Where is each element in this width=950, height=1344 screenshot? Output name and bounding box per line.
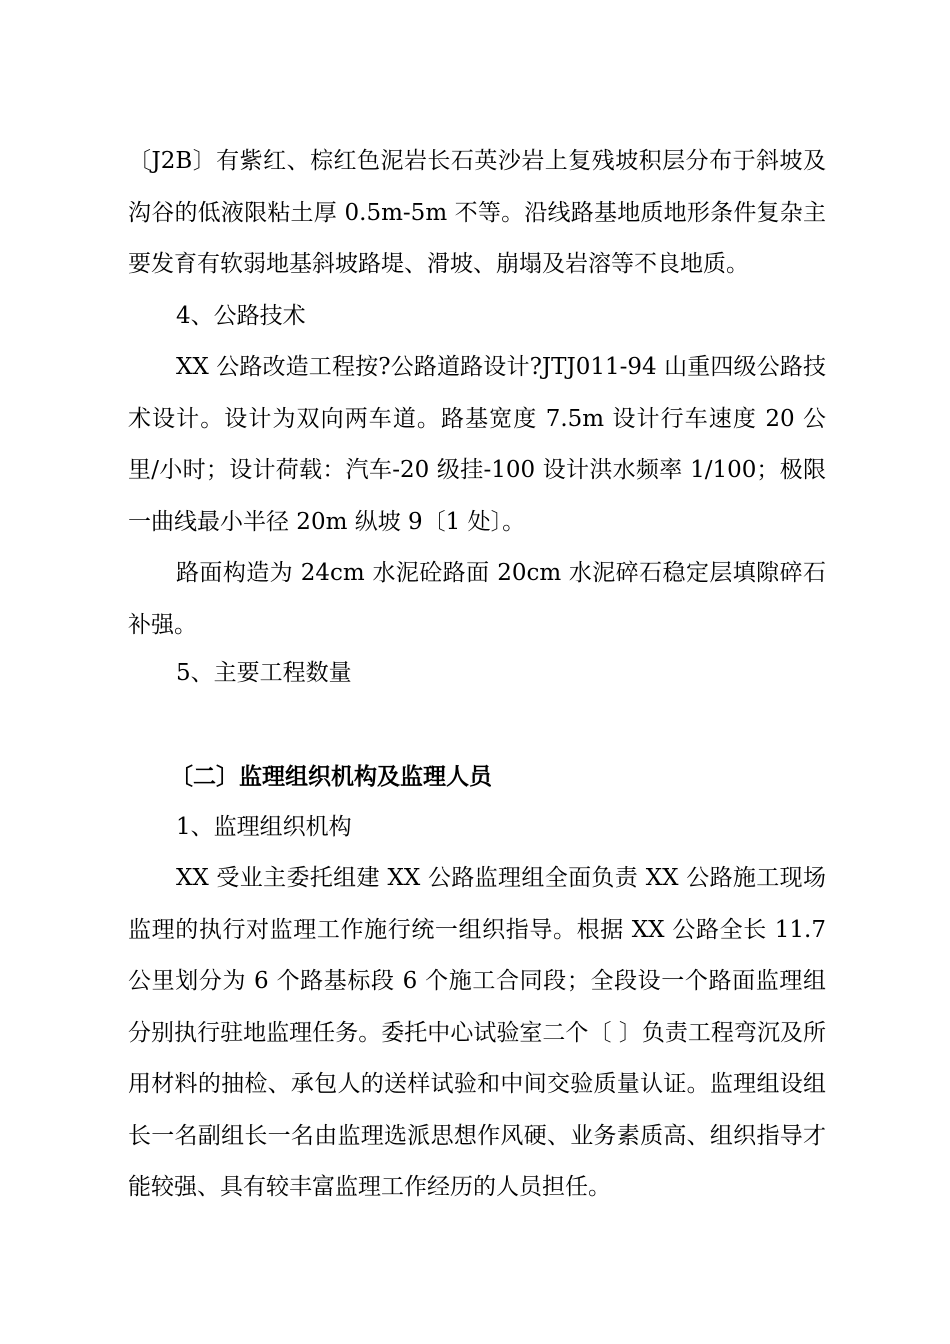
heading-quantities: 5、主要工程数量 (176, 660, 352, 686)
section-heading-supervision: 〔二〕监理组织机构及监理人员 (170, 763, 492, 790)
paragraph-geology: 〔J2B〕有紫红、棕红色泥岩长石英沙岩上复残坡积层分布于斜坡及沟谷的低液限粘土厚 0.5m-5m 不等。沿线路基地质地形条件复杂主要发育有软弱地基斜坡路堤、滑坡、崩塌及岩溶等不良地质。 (128, 148, 826, 277)
paragraph-road-tech: XX 公路改造工程按?公路道路设计?JTJ011-94 山重四级公路技术设计。设计为双向两车道。路基宽度 7.5m 设计行车速度 20 公里/小时；设计荷载：汽车-20 级挂-100 设计洪水频率 1/100；极限一曲线最小半径 20m 纵坡 9〔1 处〕。 (128, 354, 826, 535)
heading-road-tech: 4、公路技术 (176, 303, 306, 329)
paragraph-org-structure: XX 受业主委托组建 XX 公路监理组全面负责 XX 公路施工现场监理的执行对监理工作施行统一组织指导。根据 XX 公路全长 11.7 公里划分为 6 个路基标段 6 个施工合同段；全段设一个路面监理组分别执行驻地监理任务。委托中心试验室二个〔 〕负责工程弯沉及所用材料的抽检、承包人的送样试验和中间交验质量认证。监理组设组长一名副组长一名由监理选派思想作风硬、业务素质高、组织指导才能较强、具有较丰富监理工作经历的人员担任。 (128, 865, 826, 1200)
heading-org-structure: 1、监理组织机构 (176, 814, 352, 840)
paragraph-pavement: 路面构造为 24cm 水泥砼路面 20cm 水泥碎石稳定层填隙碎石补强。 (128, 560, 826, 638)
